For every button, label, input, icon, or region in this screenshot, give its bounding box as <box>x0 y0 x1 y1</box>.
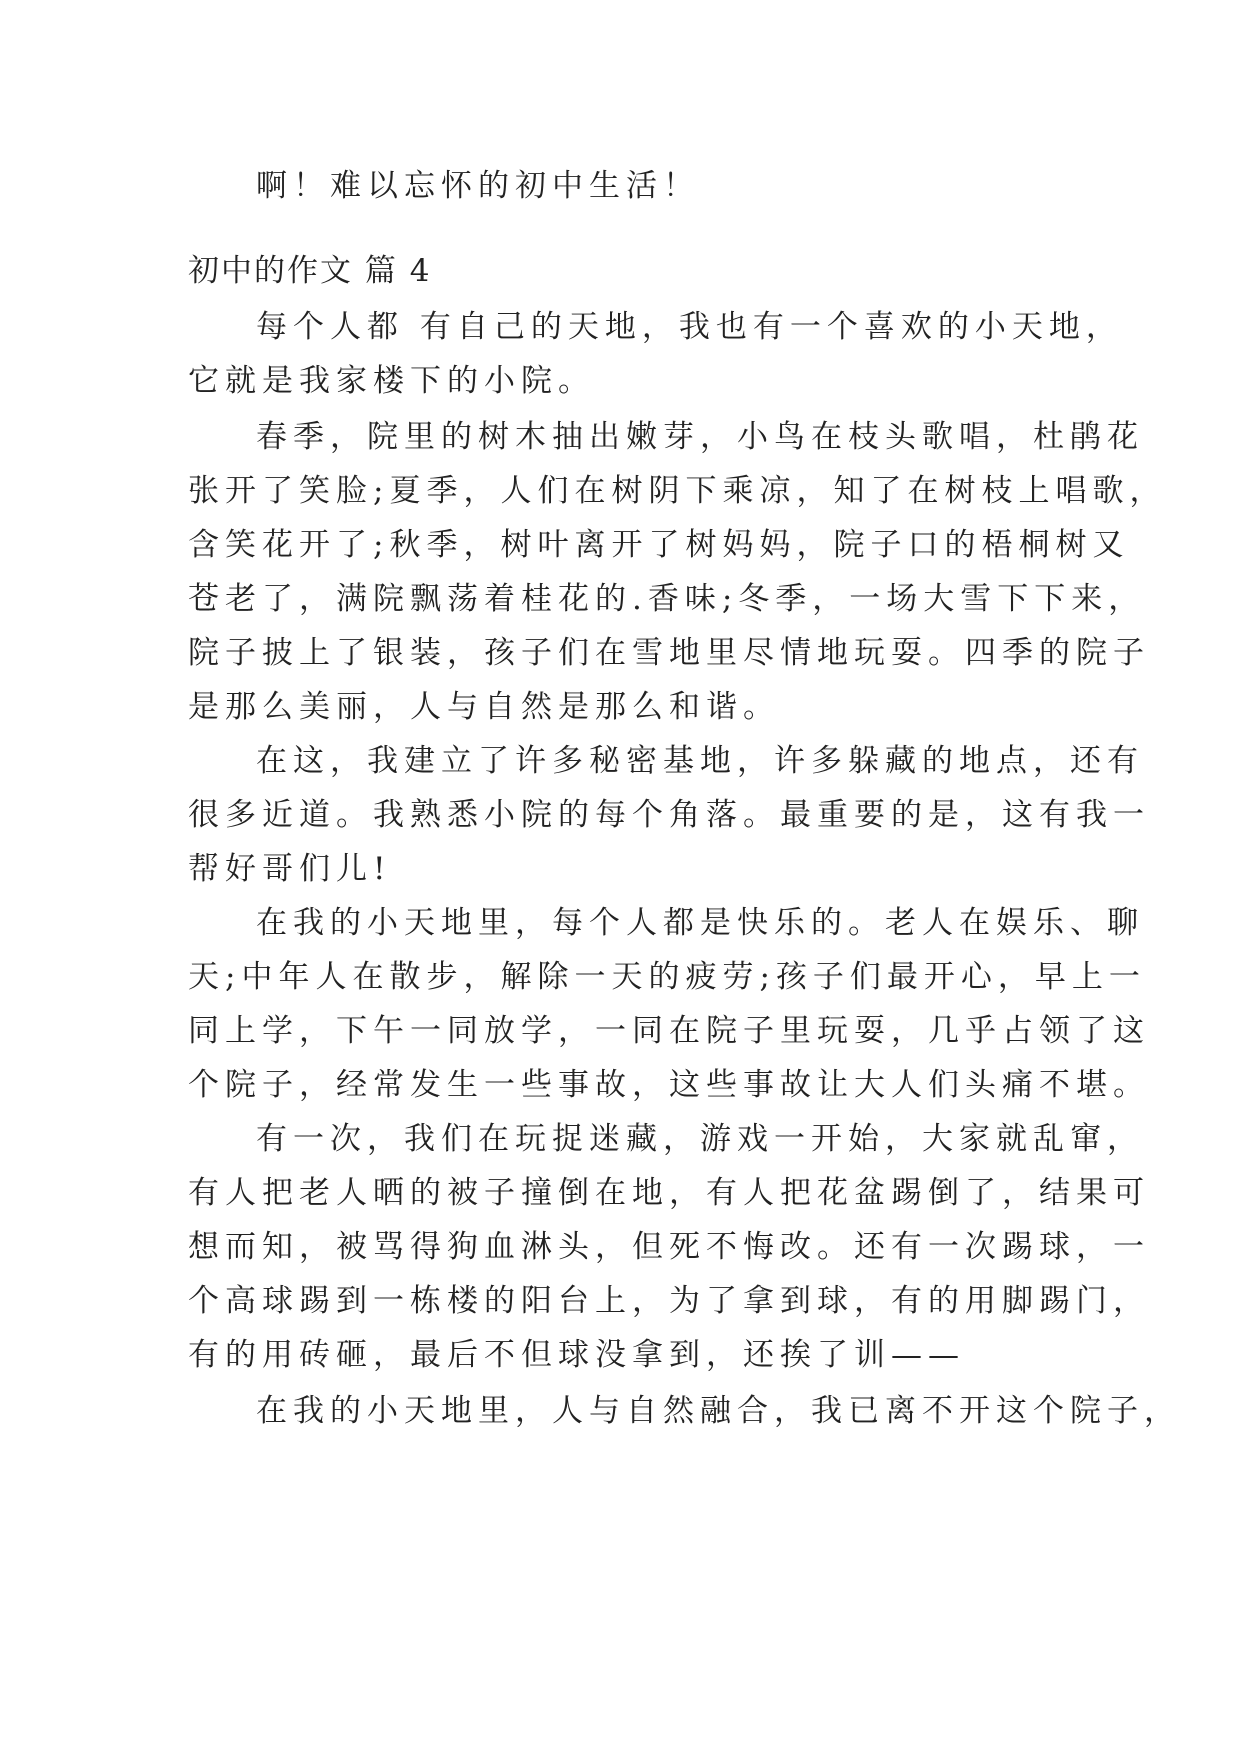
paragraph-line: 含笑花开了;秋季，树叶离开了树妈妈，院子口的梧桐树又 <box>188 527 1130 563</box>
paragraph-line: 帮好哥们儿! <box>188 851 392 887</box>
paragraph-line: 张开了笑脸;夏季，人们在树阴下乘凉，知了在树枝上唱歌， <box>188 473 1167 509</box>
section-title: 初中的作文 篇 4 <box>188 253 432 289</box>
paragraph-line: 天;中年人在散步，解除一天的疲劳;孩子们最开心，早上一 <box>188 959 1146 995</box>
paragraph-line: 在我的小天地里，人与自然融合，我已离不开这个院子， <box>256 1393 1181 1429</box>
paragraph-line: 春季，院里的树木抽出嫩芽，小鸟在枝头歌唱，杜鹃花 <box>256 419 1144 455</box>
paragraph-line: 有一次，我们在玩捉迷藏，游戏一开始，大家就乱窜， <box>256 1121 1144 1157</box>
paragraph-line: 个高球踢到一栋楼的阳台上，为了拿到球，有的用脚踢门， <box>188 1283 1150 1319</box>
paragraph-line: 它就是我家楼下的小院。 <box>188 363 595 399</box>
paragraph-line: 有人把老人晒的被子撞倒在地，有人把花盆踢倒了，结果可 <box>188 1175 1150 1211</box>
paragraph-line: 个院子，经常发生一些事故，这些事故让大人们头痛不堪。 <box>188 1067 1150 1103</box>
paragraph-line: 院子披上了银装，孩子们在雪地里尽情地玩耍。四季的院子 <box>188 635 1150 671</box>
paragraph-line: 在我的小天地里，每个人都是快乐的。老人在娱乐、聊 <box>256 905 1144 941</box>
paragraph-line: 是那么美丽，人与自然是那么和谐。 <box>188 689 780 725</box>
closing-line: 啊！难以忘怀的初中生活！ <box>256 168 700 204</box>
paragraph-line: 在这，我建立了许多秘密基地，许多躲藏的地点，还有 <box>256 743 1144 779</box>
paragraph-line: 有的用砖砸，最后不但球没拿到，还挨了训—— <box>188 1337 965 1373</box>
paragraph-line: 很多近道。我熟悉小院的每个角落。最重要的是，这有我一 <box>188 797 1150 833</box>
paragraph-line: 苍老了，满院飘荡着桂花的.香味;冬季，一场大雪下下来， <box>188 581 1146 617</box>
paragraph-line: 想而知，被骂得狗血淋头，但死不悔改。还有一次踢球，一 <box>188 1229 1150 1265</box>
paragraph-line: 同上学，下午一同放学，一同在院子里玩耍，几乎占领了这 <box>188 1013 1150 1049</box>
paragraph-line: 每个人都 有自己的天地，我也有一个喜欢的小天地， <box>256 309 1123 345</box>
